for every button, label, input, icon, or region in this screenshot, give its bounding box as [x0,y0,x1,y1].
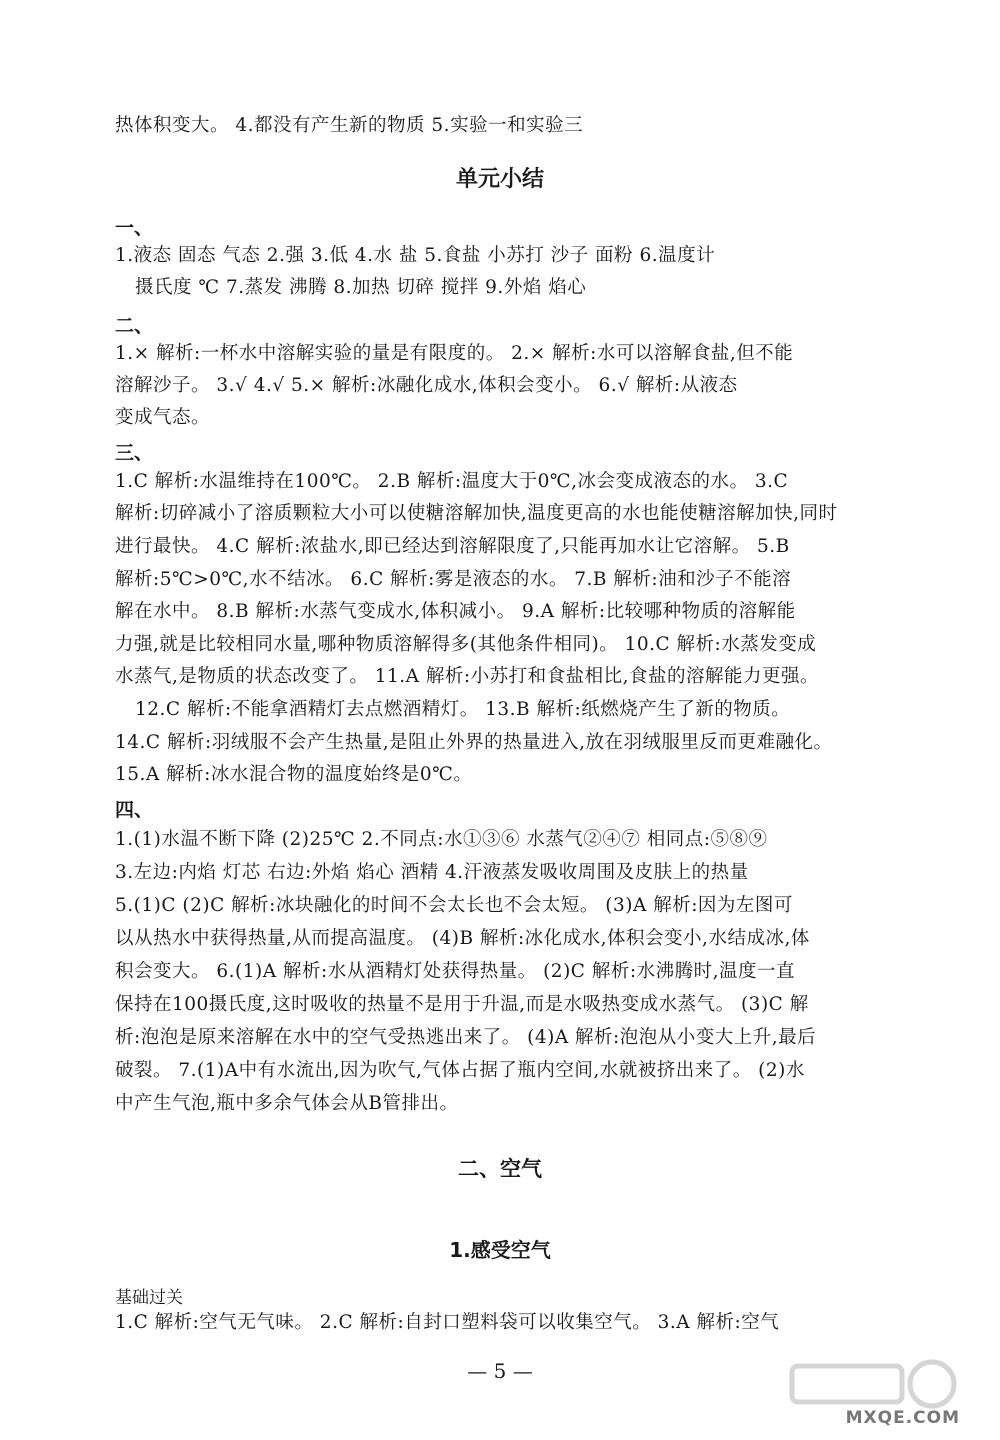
answer-line: 力强,就是比较相同水量,哪种物质溶解得多(其他条件相同)。 10.C 解析:水蒸发变成 [115,634,817,655]
answer-line: 水蒸气,是物质的状态改变了。 11.A 解析:小苏打和食盐相比,食盐的溶解能力更强。 [115,666,820,687]
chapter-title: 二、空气 [458,1157,542,1181]
answer-line: 析:泡泡是原来溶解在水中的空气受热逃出来了。 (4)A 解析:泡泡从小变大上升,最后 [115,1027,817,1048]
answer-line: 摄氏度 ℃ 7.蒸发 沸腾 8.加热 切碎 搅拌 9.外焰 焰心 [135,277,587,298]
answer-line: 3.左边:内焰 灯芯 右边:外焰 焰心 酒精 4.汗液蒸发吸收周围及皮肤上的热量 [115,862,749,883]
answer-line: 1.C 解析:水温维持在100℃。 2.B 解析:温度大于0℃,冰会变成液态的水。 3.C [115,471,789,492]
answer-line: 1.C 解析:空气无气味。 2.C 解析:自封口塑料袋可以收集空气。 3.A 解析:空气 [115,1312,780,1333]
answer-line: 解在水中。 8.B 解析:水蒸气变成水,体积减小。 9.A 解析:比较哪种物质的溶解能 [115,601,796,622]
answer-line: 15.A 解析:冰水混合物的温度始终是0℃。 [115,764,473,785]
answer-line: 12.C 解析:不能拿酒精灯去点燃酒精灯。 13.B 解析:纸燃烧产生了新的物质。 [135,699,791,720]
answer-line: 14.C 解析:羽绒服不会产生热量,是阻止外界的热量进入,放在羽绒服里反而更难融化。 [115,732,833,753]
continued-answer-line: 热体积变大。 4.都没有产生新的物质 5.实验一和实验三 [115,115,584,136]
answer-line: 进行最快。 4.C 解析:浓盐水,即已经达到溶解限度了,只能再加水让它溶解。 5.B [115,536,790,557]
unit-summary-title: 单元小结 [455,167,544,192]
answer-line: 解析:5℃>0℃,水不结冰。 6.C 解析:雾是液态的水。 7.B 解析:油和沙子不能溶 [115,569,792,590]
section-heading-1: 一、 [115,217,154,239]
answer-line: 1.× 解析:一杯水中溶解实验的量是有限度的。 2.× 解析:水可以溶解食盐,但不能 [115,343,794,364]
section-heading-2: 二、 [115,315,154,337]
answer-line: 积会变大。 6.(1)A 解析:水从酒精灯处获得热量。 (2)C 解析:水沸腾时,温度一直 [115,961,795,982]
lesson-title: 1.感受空气 [449,1238,551,1262]
answer-line: 以从热水中获得热量,从而提高温度。 (4)B 解析:冰化成水,体积会变小,水结成冰,体 [115,928,810,949]
watermark-text: MXQE.COM [845,1408,960,1428]
sub-heading: 基础过关 [115,1288,183,1308]
page-number: — 5 — [467,1359,533,1383]
answer-line: 解析:切碎减小了溶质颗粒大小可以使糖溶解加快,温度更高的水也能使糖溶解加快,同时 [115,503,838,524]
answer-line: 中产生气泡,瓶中多余气体会从B管排出。 [115,1093,459,1114]
section-heading-3: 三、 [115,442,154,464]
section-heading-4: 四、 [115,799,154,821]
answer-line: 1.液态 固态 气态 2.强 3.低 4.水 盐 5.食盐 小苏打 沙子 面粉 6.温度计 [115,245,716,266]
answer-line: 溶解沙子。 3.√ 4.√ 5.× 解析:冰融化成水,体积会变小。 6.√ 解析:从液态 [115,375,738,396]
answer-line: 保持在100摄氏度,这时吸收的热量不是用于升温,而是水吸热变成水蒸气。 (3)C 解 [115,994,809,1015]
answer-line: 破裂。 7.(1)A中有水流出,因为吹气,气体占据了瓶内空间,水就被挤出来了。 (2)水 [115,1060,805,1081]
answer-line: 5.(1)C (2)C 解析:冰块融化的时间不会太长也不会太短。 (3)A 解析:因为左图可 [115,895,793,916]
answer-line: 1.(1)水温不断下降 (2)25℃ 2.不同点:水①③⑥ 水蒸气②④⑦ 相同点:⑤⑧⑨ [115,829,768,850]
answer-line: 变成气态。 [115,407,211,428]
